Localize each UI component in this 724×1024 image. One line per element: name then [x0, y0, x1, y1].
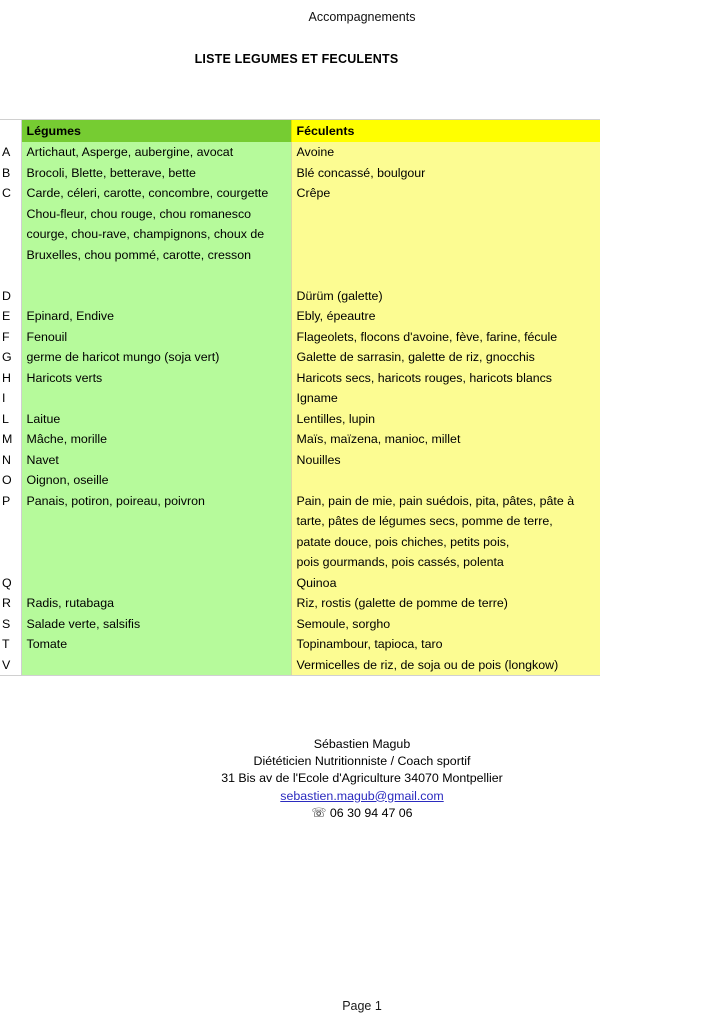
table-row: [0, 163, 600, 184]
cell-legumes: Radis, rutabaga: [21, 593, 291, 614]
table-row: [0, 655, 600, 676]
row-label: C: [0, 183, 21, 204]
row-label: [0, 204, 21, 225]
cell-legumes: [21, 655, 291, 676]
row-label: S: [0, 614, 21, 635]
signature-block: [0, 736, 724, 822]
signature-phone: 06 30 94 47 06: [329, 805, 413, 820]
cell-feculents: Pain, pain de mie, pain suédois, pita, pâtes, pâte à: [291, 491, 600, 512]
cell-legumes: germe de haricot mungo (soja vert): [21, 347, 291, 368]
cell-feculents: Avoine: [291, 142, 600, 163]
cell-legumes: Mâche, morille: [21, 429, 291, 450]
signature-name: Sébastien Magub: [313, 737, 411, 751]
row-label: P: [0, 491, 21, 512]
table-row: [0, 634, 600, 655]
cell-feculents: Crêpe: [291, 183, 600, 204]
cell-feculents: Lentilles, lupin: [291, 409, 600, 430]
table-row: [0, 511, 600, 532]
column-header-label: [0, 120, 21, 143]
cell-legumes: Epinard, Endive: [21, 306, 291, 327]
cell-feculents: Riz, rostis (galette de pomme de terre): [291, 593, 600, 614]
row-label: Q: [0, 573, 21, 594]
cell-feculents: Ebly, épeautre: [291, 306, 600, 327]
cell-legumes: Bruxelles, chou pommé, carotte, cresson: [21, 245, 291, 266]
page-title: LISTE LEGUMES ET FECULENTS: [194, 52, 399, 66]
cell-feculents: Blé concassé, boulgour: [291, 163, 600, 184]
table: [0, 119, 600, 676]
column-header-legumes: Légumes: [21, 120, 291, 143]
cell-legumes: [21, 532, 291, 553]
table-row: [0, 491, 600, 512]
table-header: [0, 120, 600, 143]
table-row: [0, 552, 600, 573]
cell-feculents: Nouilles: [291, 450, 600, 471]
row-label: E: [0, 306, 21, 327]
cell-feculents: Topinambour, tapioca, taro: [291, 634, 600, 655]
signature-phone-line: [0, 805, 724, 822]
table-row: [0, 593, 600, 614]
cell-feculents: Flageolets, flocons d'avoine, fève, farine, fécule: [291, 327, 600, 348]
table-row: [0, 347, 600, 368]
cell-feculents: [291, 265, 600, 286]
row-label: [0, 511, 21, 532]
column-header-feculents: Féculents: [291, 120, 600, 143]
row-label: R: [0, 593, 21, 614]
cell-feculents: Dürüm (galette): [291, 286, 600, 307]
cell-feculents: Haricots secs, haricots rouges, haricots blancs: [291, 368, 600, 389]
cell-feculents: tarte, pâtes de légumes secs, pomme de terre,: [291, 511, 600, 532]
table-row: [0, 327, 600, 348]
row-label: L: [0, 409, 21, 430]
table-row: [0, 142, 600, 163]
cell-legumes: Panais, potiron, poireau, poivron: [21, 491, 291, 512]
table-row: [0, 306, 600, 327]
cell-legumes: [21, 286, 291, 307]
row-label: [0, 224, 21, 245]
cell-legumes: [21, 573, 291, 594]
cell-legumes: Laitue: [21, 409, 291, 430]
cell-legumes: [21, 552, 291, 573]
table-header-row: [0, 120, 600, 143]
cell-feculents: Galette de sarrasin, galette de riz, gnocchis: [291, 347, 600, 368]
table-row: [0, 532, 600, 553]
cell-legumes: [21, 388, 291, 409]
row-label: F: [0, 327, 21, 348]
cell-feculents: Maïs, maïzena, manioc, millet: [291, 429, 600, 450]
document-header: Accompagnements: [308, 10, 416, 24]
cell-legumes: Salade verte, salsifis: [21, 614, 291, 635]
page-number-footer: Page 1: [342, 999, 382, 1013]
table-body: [0, 142, 600, 676]
table-row: [0, 409, 600, 430]
cell-feculents: Vermicelles de riz, de soja ou de pois (longkow): [291, 655, 600, 676]
row-label: N: [0, 450, 21, 471]
table-row: [0, 388, 600, 409]
signature-address: 31 Bis av de l'Ecole d'Agriculture 34070 Montpellier: [221, 771, 503, 786]
cell-feculents: pois gourmands, pois cassés, polenta: [291, 552, 600, 573]
cell-legumes: Navet: [21, 450, 291, 471]
cell-legumes: courge, chou-rave, champignons, choux de: [21, 224, 291, 245]
cell-legumes: Artichaut, Asperge, aubergine, avocat: [21, 142, 291, 163]
legumes-feculents-table: [0, 119, 600, 676]
row-label: M: [0, 429, 21, 450]
cell-legumes: Brocoli, Blette, betterave, bette: [21, 163, 291, 184]
cell-legumes: [21, 265, 291, 286]
cell-legumes: Chou-fleur, chou rouge, chou romanesco: [21, 204, 291, 225]
table-row: [0, 224, 600, 245]
cell-legumes: Haricots verts: [21, 368, 291, 389]
row-label: [0, 552, 21, 573]
cell-feculents: [291, 204, 600, 225]
table-row: [0, 368, 600, 389]
phone-icon: ☏: [311, 805, 327, 820]
table-row: [0, 204, 600, 225]
cell-legumes: Tomate: [21, 634, 291, 655]
row-label: [0, 245, 21, 266]
table-row: [0, 429, 600, 450]
row-label: I: [0, 388, 21, 409]
cell-feculents: [291, 245, 600, 266]
row-label: T: [0, 634, 21, 655]
cell-feculents: [291, 470, 600, 491]
table-row: [0, 286, 600, 307]
signature-role: Diététicien Nutritionniste / Coach sportif: [253, 754, 471, 769]
row-label: A: [0, 142, 21, 163]
row-label: [0, 265, 21, 286]
table-row: [0, 614, 600, 635]
cell-feculents: Quinoa: [291, 573, 600, 594]
table-row: [0, 245, 600, 266]
table-row: [0, 573, 600, 594]
cell-legumes: Carde, céleri, carotte, concombre, courgette: [21, 183, 291, 204]
table-row: [0, 265, 600, 286]
row-label: B: [0, 163, 21, 184]
table-row: [0, 470, 600, 491]
cell-legumes: [21, 511, 291, 532]
signature-email-link[interactable]: sebastien.magub@gmail.com: [280, 788, 444, 803]
cell-feculents: patate douce, pois chiches, petits pois,: [291, 532, 600, 553]
cell-feculents: [291, 224, 600, 245]
row-label: D: [0, 286, 21, 307]
cell-legumes: Fenouil: [21, 327, 291, 348]
cell-feculents: Semoule, sorgho: [291, 614, 600, 635]
row-label: G: [0, 347, 21, 368]
table-row: [0, 450, 600, 471]
row-label: O: [0, 470, 21, 491]
cell-feculents: Igname: [291, 388, 600, 409]
row-label: H: [0, 368, 21, 389]
cell-legumes: Oignon, oseille: [21, 470, 291, 491]
table-row: [0, 183, 600, 204]
row-label: [0, 532, 21, 553]
row-label: V: [0, 655, 21, 676]
